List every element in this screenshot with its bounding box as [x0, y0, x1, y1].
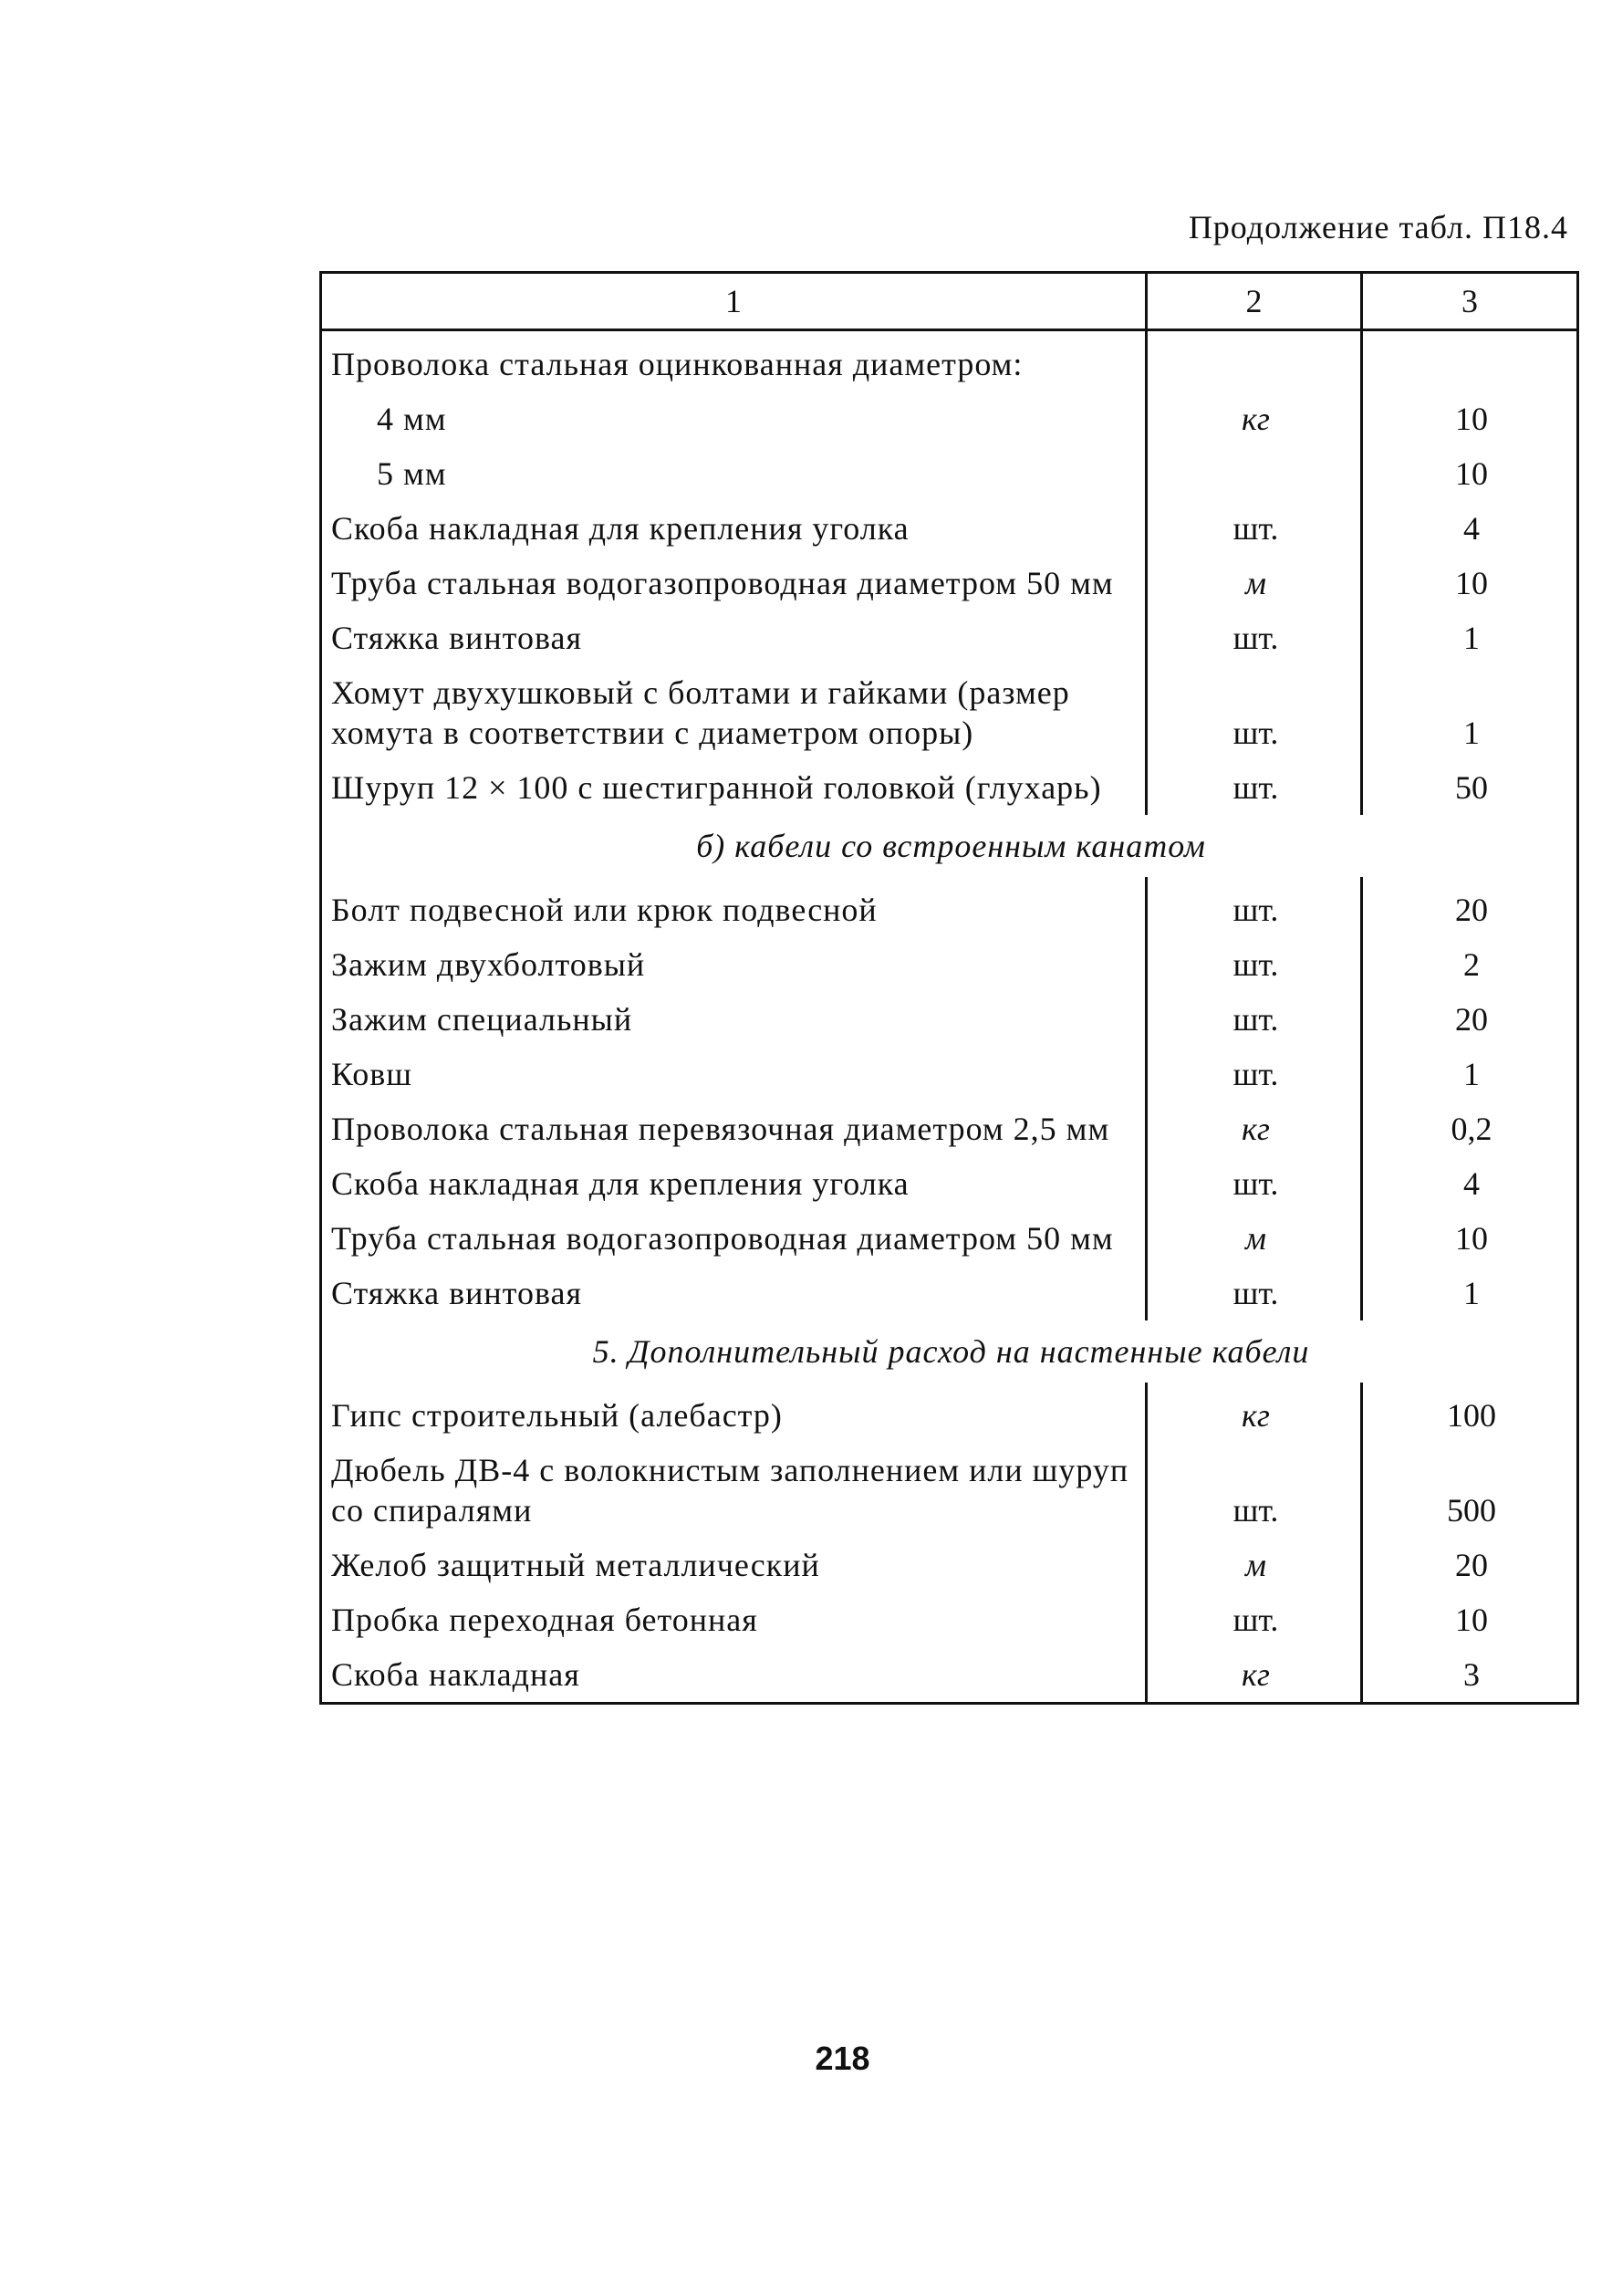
item-name-cell: Зажим двухболтовый — [321, 937, 1147, 992]
unit-cell: шт. — [1147, 877, 1362, 937]
quantity-cell: 1 — [1463, 620, 1480, 656]
item-name-cell: 4 мм — [321, 391, 1147, 446]
quantity-cell: 1 — [1463, 1056, 1480, 1092]
unit-cell: шт. — [1147, 1156, 1362, 1211]
section-heading-row — [321, 815, 1578, 877]
item-name-cell: Пробка переходная бетонная — [321, 1592, 1147, 1647]
item-name-cell: Ковш — [321, 1047, 1147, 1101]
item-name-cell: 5 мм — [321, 446, 1147, 501]
item-name-cell: Труба стальная водогазопроводная диаметром 50 мм — [321, 1211, 1147, 1266]
item-name-cell: Желоб защитный металлический — [321, 1538, 1147, 1592]
table-row — [321, 446, 1578, 501]
item-name-cell: Проволока стальная перевязочная диаметром 2,5 мм — [321, 1101, 1147, 1156]
quantity-cell: 1 — [1463, 715, 1480, 751]
table-row — [321, 501, 1578, 556]
item-name-cell: Стяжка винтовая — [321, 1266, 1147, 1320]
item-name-cell: Скоба накладная для крепления уголка — [321, 1156, 1147, 1211]
table-row — [321, 1266, 1578, 1320]
quantity-cell: 20 — [1455, 1001, 1488, 1038]
unit-cell: шт. — [1147, 665, 1362, 760]
quantity-cell: 10 — [1455, 1602, 1488, 1638]
table-row — [321, 611, 1578, 665]
quantity-cell: 10 — [1455, 1220, 1488, 1257]
table-row — [321, 556, 1578, 611]
section-b-title: б) кабели со встроенным канатом — [696, 828, 1206, 864]
unit-cell: шт. — [1147, 1047, 1362, 1101]
quantity-cell: 20 — [1455, 892, 1488, 928]
item-name-cell: Проволока стальная оцинкованная диаметром: — [321, 330, 1147, 392]
table-row — [321, 1383, 1578, 1443]
quantity-cell: 10 — [1455, 455, 1488, 492]
unit-cell: кг — [1147, 391, 1362, 446]
table-row — [321, 1156, 1578, 1211]
unit-cell: м — [1147, 1211, 1362, 1266]
unit-cell: м — [1147, 556, 1362, 611]
table-row — [321, 391, 1578, 446]
unit-cell: шт. — [1147, 937, 1362, 992]
item-name-cell: Гипс строительный (алебастр) — [321, 1383, 1147, 1443]
table-header-row — [321, 273, 1578, 330]
unit-cell: шт. — [1147, 1592, 1362, 1647]
unit-cell: кг — [1147, 1101, 1362, 1156]
unit-cell — [1147, 330, 1362, 392]
unit-cell: кг — [1147, 1647, 1362, 1704]
section-heading-row — [321, 1320, 1578, 1383]
item-name-cell: Хомут двухушковый с болтами и гайками (размер хомута в соответствии с диаметром опоры) — [321, 665, 1147, 760]
quantity-cell: 1 — [1463, 1275, 1480, 1311]
page-number: 218 — [815, 2040, 870, 2077]
table-row — [321, 330, 1578, 392]
quantity-cell: 4 — [1463, 510, 1480, 547]
quantity-cell: 500 — [1447, 1492, 1496, 1529]
item-name-cell: Труба стальная водогазопроводная диаметром 50 мм — [321, 556, 1147, 611]
unit-cell: шт. — [1147, 760, 1362, 815]
column-header-1: 1 — [321, 273, 1147, 330]
column-header-2: 2 — [1147, 273, 1362, 330]
table-group-5 — [321, 1383, 1578, 1704]
table-row — [321, 992, 1578, 1047]
table-row — [321, 1647, 1578, 1704]
quantity-cell: 10 — [1455, 401, 1488, 437]
unit-cell: шт. — [1147, 1443, 1362, 1538]
table-row — [321, 1211, 1578, 1266]
quantity-cell: 100 — [1447, 1397, 1496, 1434]
item-name-cell: Зажим специальный — [321, 992, 1147, 1047]
table-continuation-caption: Продолжение табл. П18.4 — [1188, 209, 1568, 245]
table-row — [321, 1101, 1578, 1156]
item-name-cell: Дюбель ДВ-4 с волокнистым заполнением или шуруп со спиралями — [321, 1443, 1147, 1538]
unit-cell: шт. — [1147, 992, 1362, 1047]
item-name-cell: Болт подвесной или крюк подвесной — [321, 877, 1147, 937]
unit-cell: шт. — [1147, 501, 1362, 556]
table-row — [321, 665, 1578, 760]
quantity-cell — [1362, 330, 1578, 392]
materials-table — [319, 271, 1579, 1705]
table-row — [321, 1047, 1578, 1101]
table-row — [321, 760, 1578, 815]
item-name-cell: Скоба накладная для крепления уголка — [321, 501, 1147, 556]
unit-cell: м — [1147, 1538, 1362, 1592]
table-row — [321, 877, 1578, 937]
unit-cell: шт. — [1147, 1266, 1362, 1320]
column-header-3: 3 — [1362, 273, 1578, 330]
section-5-title: 5. Дополнительный расход на настенные кабели — [592, 1333, 1310, 1370]
unit-cell: кг — [1147, 1383, 1362, 1443]
table-row — [321, 937, 1578, 992]
quantity-cell: 20 — [1455, 1547, 1488, 1583]
table-group-b — [321, 877, 1578, 1320]
quantity-cell: 4 — [1463, 1165, 1480, 1202]
item-name-cell: Скоба накладная — [321, 1647, 1147, 1704]
quantity-cell: 50 — [1455, 769, 1488, 806]
table-row — [321, 1443, 1578, 1538]
item-name-cell: Стяжка винтовая — [321, 611, 1147, 665]
table-row — [321, 1538, 1578, 1592]
table-group-a — [321, 330, 1578, 816]
unit-cell: шт. — [1147, 611, 1362, 665]
quantity-cell: 10 — [1455, 565, 1488, 601]
section-5-heading-group — [321, 1320, 1578, 1383]
quantity-cell: 3 — [1463, 1656, 1480, 1693]
quantity-cell: 0,2 — [1451, 1111, 1492, 1147]
table-row — [321, 1592, 1578, 1647]
unit-cell — [1147, 446, 1362, 501]
quantity-cell: 2 — [1463, 946, 1480, 983]
section-b-heading-group — [321, 815, 1578, 877]
item-name-cell: Шуруп 12 × 100 с шестигранной головкой (глухарь) — [321, 760, 1147, 815]
